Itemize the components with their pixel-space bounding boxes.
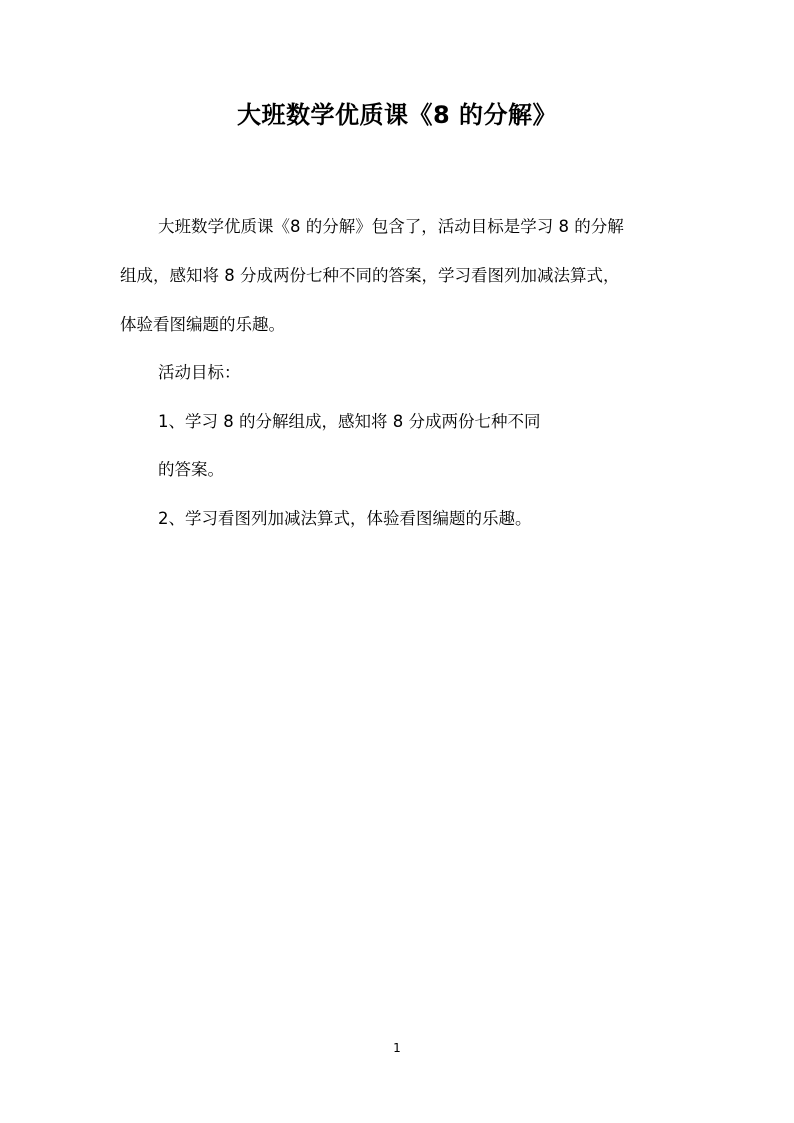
intro-line-1: 大班数学优质课《8 的分解》包含了，活动目标是学习 8 的分解 [158,217,624,236]
section-heading: 活动目标： [158,363,241,382]
intro-line-2: 组成，感知将 8 分成两份七种不同的答案，学习看图列加减法算式， [120,266,620,285]
intro-line-3: 体验看图编题的乐趣。 [120,315,285,334]
goal-1-line-2: 的答案。 [158,460,224,479]
goal-1-line-1: 1、学习 8 的分解组成，感知将 8 分成两份七种不同 [158,412,541,431]
page-number: 1 [393,1041,401,1055]
document-title: 大班数学优质课《8 的分解》 [236,101,558,129]
goal-2-line-1: 2、学习看图列加减法算式，体验看图编题的乐趣。 [158,509,532,528]
